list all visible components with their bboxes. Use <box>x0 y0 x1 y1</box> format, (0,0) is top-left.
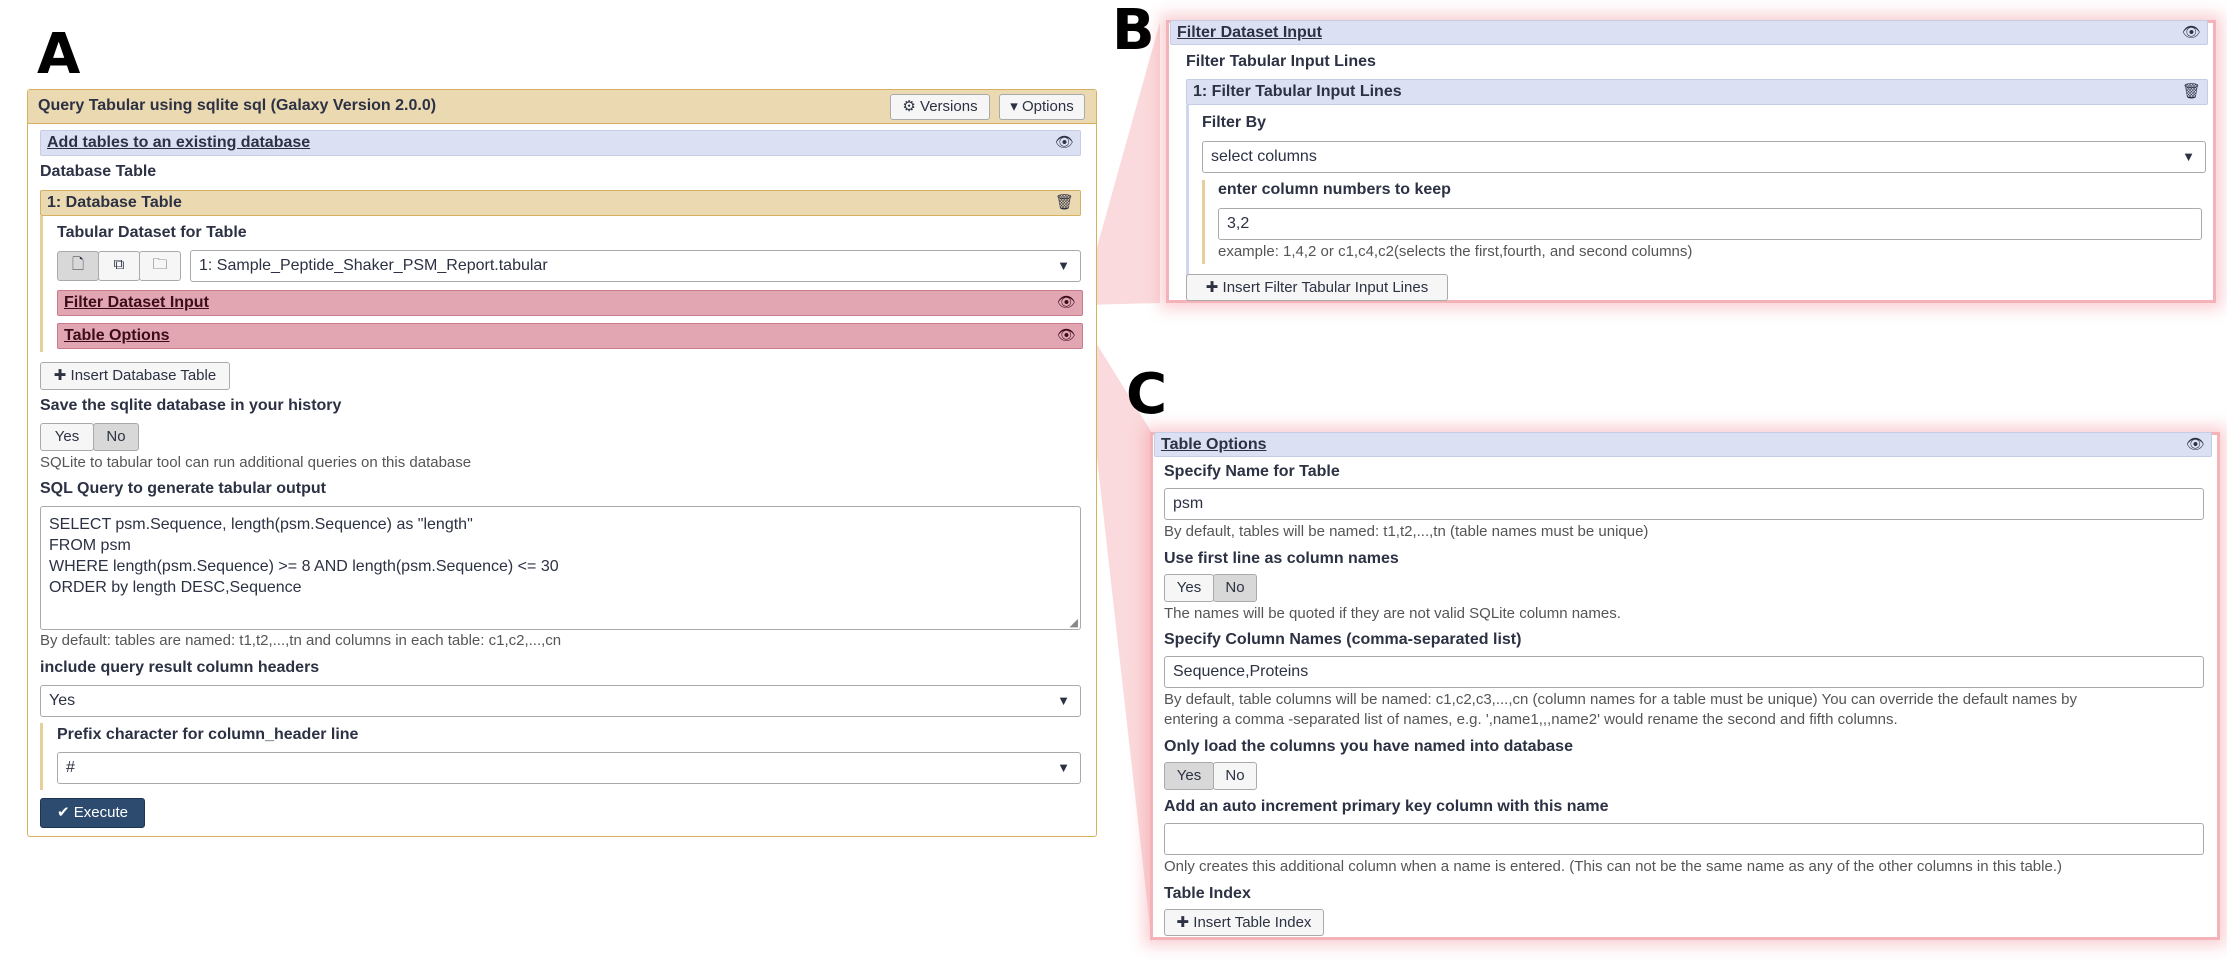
sql-line: ORDER by length DESC,Sequence <box>49 579 302 596</box>
plus-icon: ✚ <box>1205 279 1223 296</box>
table-name-input[interactable]: psm <box>1164 488 2204 520</box>
sql-query-textarea[interactable] <box>40 506 1081 630</box>
caret-down-icon: ▾ <box>1010 98 1022 115</box>
first-line-no-button[interactable]: No <box>1213 574 1257 602</box>
sql-query-help: By default: tables are named: t1,t2,...,tn and columns in each table: c1,c2,...,cn <box>40 632 562 649</box>
collection-button[interactable] <box>139 251 181 281</box>
include-headers-label: include query result column headers <box>40 659 320 676</box>
column-names-label: Specify Column Names (comma-separated list) <box>1164 631 1522 648</box>
table-options-section[interactable] <box>57 323 1083 349</box>
insert-table-index-button[interactable]: ✚ Insert Table Index <box>1164 909 1324 936</box>
panel-label-a: A <box>37 22 81 87</box>
table-name-help: By default, tables will be named: t1,t2,...,tn (table names must be unique) <box>1164 523 1649 540</box>
include-headers-value: Yes <box>49 692 76 709</box>
include-headers-select[interactable] <box>40 685 1081 717</box>
database-table-repeat-header <box>40 190 1081 216</box>
trash-icon[interactable]: 🗑 <box>2181 83 2201 100</box>
caret-down-icon: ▼ <box>1057 258 1070 273</box>
primary-key-help: Only creates this additional column when a name is entered. (This can not be the same name as any of the other columns in this table.) <box>1164 858 2062 875</box>
primary-key-input[interactable] <box>1164 823 2204 855</box>
dataset-select-value: 1: Sample_Peptide_Shaker_PSM_Report.tabular <box>199 257 548 274</box>
save-db-no-button[interactable]: No <box>93 423 139 451</box>
resize-handle-icon[interactable]: ◢ <box>1069 617 1078 629</box>
column-numbers-input[interactable]: 3,2 <box>1218 208 2202 240</box>
insert-database-table-button[interactable]: ✚ Insert Database Table <box>40 362 230 390</box>
sql-line: FROM psm <box>49 537 131 554</box>
save-db-yes-button[interactable]: Yes <box>40 423 94 451</box>
first-line-yes-button[interactable]: Yes <box>1164 574 1214 602</box>
versions-icon: ⚙ <box>902 98 921 115</box>
conditional-indent-line <box>1202 180 1205 264</box>
add-tables-section[interactable] <box>40 130 1081 156</box>
filter-lines-repeat-header <box>1186 79 2208 105</box>
column-numbers-label: enter column numbers to keep <box>1218 181 1451 198</box>
multiple-datasets-button[interactable] <box>98 251 140 281</box>
panel-label-c: C <box>1126 362 1168 427</box>
sql-query-label: SQL Query to generate tabular output <box>40 480 326 497</box>
table-options-section-zoomed[interactable] <box>1154 432 2212 457</box>
repeat-indent-line <box>40 216 43 352</box>
prefix-char-select[interactable] <box>57 752 1081 784</box>
filter-by-label: Filter By <box>1202 114 1267 131</box>
filter-dataset-input-title-zoomed[interactable]: Filter Dataset Input <box>1177 24 1322 41</box>
prefix-char-label: Prefix character for column_header line <box>57 726 359 743</box>
table-name-label: Specify Name for Table <box>1164 463 1340 480</box>
folder-icon: 🗀 <box>152 256 168 273</box>
primary-key-label: Add an auto increment primary key column with this name <box>1164 798 1609 815</box>
eye-slash-icon[interactable]: 👁 <box>1056 294 1076 311</box>
panel-label-b: B <box>1112 0 1155 63</box>
versions-button[interactable]: ⚙ Versions <box>890 94 990 120</box>
caret-down-icon: ▼ <box>1057 760 1070 775</box>
filter-dataset-input-section-zoomed[interactable] <box>1170 20 2208 45</box>
tool-title: Query Tabular using sqlite sql (Galaxy Version 2.0.0) <box>38 97 437 114</box>
plus-icon: ✚ <box>1176 914 1194 931</box>
filter-by-select[interactable] <box>1202 141 2206 173</box>
database-table-label: Database Table <box>40 163 157 180</box>
repeat-indent-line <box>1186 105 1189 295</box>
trash-icon[interactable]: 🗑 <box>1054 194 1074 211</box>
database-table-repeat-title: 1: Database Table <box>47 194 182 211</box>
dataset-select[interactable] <box>190 250 1081 282</box>
caret-down-icon: ▼ <box>2182 149 2195 164</box>
table-options-title-zoomed[interactable]: Table Options <box>1161 436 1267 453</box>
column-numbers-help: example: 1,4,2 or c1,c4,c2(selects the first,fourth, and second columns) <box>1218 243 1693 260</box>
tabular-dataset-label: Tabular Dataset for Table <box>57 224 247 241</box>
eye-icon[interactable]: 👁 <box>2185 436 2205 453</box>
conditional-indent-line <box>40 723 43 790</box>
filter-lines-label: Filter Tabular Input Lines <box>1186 53 1376 70</box>
column-names-input[interactable]: Sequence,Proteins <box>1164 656 2204 688</box>
add-tables-title[interactable]: Add tables to an existing database <box>47 134 311 151</box>
file-icon: 🗋 <box>71 256 85 273</box>
caret-down-icon: ▼ <box>1057 693 1070 708</box>
only-load-yes-button[interactable]: Yes <box>1164 762 1214 790</box>
plus-icon: ✚ <box>53 367 71 384</box>
options-button[interactable]: ▾ Options <box>999 94 1085 120</box>
sql-line: WHERE length(psm.Sequence) >= 8 AND length(psm.Sequence) <= 30 <box>49 558 559 575</box>
single-dataset-button[interactable] <box>57 251 99 281</box>
first-line-label: Use first line as column names <box>1164 550 1399 567</box>
eye-slash-icon[interactable]: 👁 <box>1054 134 1074 151</box>
insert-filter-lines-button[interactable]: ✚ Insert Filter Tabular Input Lines <box>1186 274 1448 301</box>
table-index-label: Table Index <box>1164 885 1251 902</box>
sql-line: SELECT psm.Sequence, length(psm.Sequence) as "length" <box>49 516 473 533</box>
filter-dataset-input-title[interactable]: Filter Dataset Input <box>64 294 209 311</box>
eye-slash-icon[interactable]: 👁 <box>1056 327 1076 344</box>
tool-header <box>28 90 1096 124</box>
column-names-help-line2: entering a comma -separated list of names, e.g. ',name1,,,name2' would rename the second and fifth columns. <box>1164 711 1898 728</box>
execute-button[interactable]: ✔ Execute <box>40 798 145 828</box>
only-load-no-button[interactable]: No <box>1213 762 1257 790</box>
filter-by-value: select columns <box>1211 148 1317 165</box>
save-db-label: Save the sqlite database in your history <box>40 397 342 414</box>
save-db-help: SQLite to tabular tool can run additional queries on this database <box>40 454 472 471</box>
only-load-label: Only load the columns you have named into database <box>1164 738 1573 755</box>
filter-dataset-input-section[interactable] <box>57 290 1083 316</box>
first-line-help: The names will be quoted if they are not valid SQLite column names. <box>1164 605 1621 622</box>
eye-icon[interactable]: 👁 <box>2181 24 2201 41</box>
column-names-help-line1: By default, table columns will be named: c1,c2,c3,...,cn (column names for a table must be unique) You can override the default names by <box>1164 691 2078 708</box>
prefix-char-value: # <box>66 759 75 776</box>
check-icon: ✔ <box>57 804 74 821</box>
filter-lines-repeat-title: 1: Filter Tabular Input Lines <box>1193 83 1402 100</box>
table-options-title[interactable]: Table Options <box>64 327 170 344</box>
files-icon: ⧉ <box>113 256 125 273</box>
